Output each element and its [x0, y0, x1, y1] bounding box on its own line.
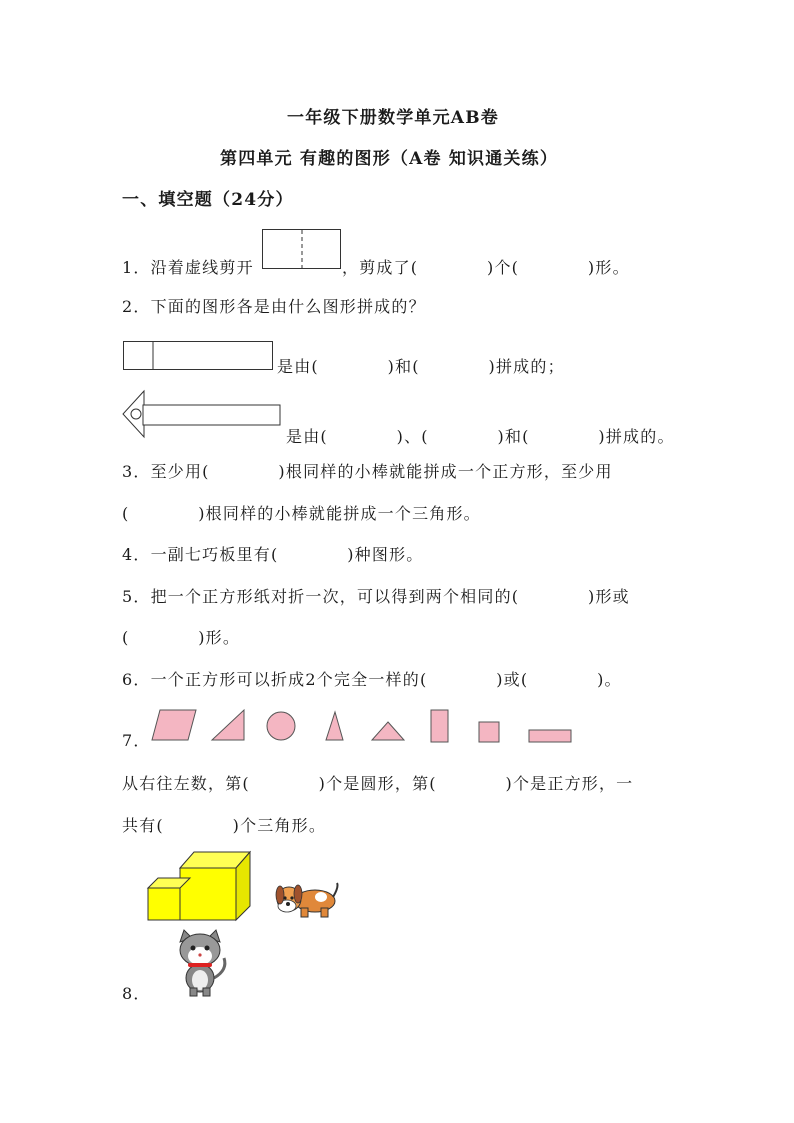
q7-number: 7．	[122, 731, 151, 750]
right-triangle-shape	[212, 710, 244, 740]
q1-prefix: 1．沿着虚线剪开	[122, 258, 254, 277]
q1-suffix: ，剪成了( )个( )形。	[342, 258, 630, 277]
q3-line1: 3．至少用( )根同样的小棒就能拼成一个正方形，至少用	[122, 462, 613, 481]
q8-yellow-cubes-figure	[146, 850, 254, 922]
q5-line2: ( )形。	[122, 628, 241, 647]
doc-subtitle: 第四单元 有趣的图形（A卷 知识通关练）	[220, 149, 559, 169]
q2-rectangles-figure	[123, 341, 275, 372]
puppy-image	[271, 875, 341, 921]
q3-line2: ( )根同样的小棒就能拼成一个三角形。	[122, 504, 481, 523]
long-rectangle-shape	[529, 730, 571, 742]
q8-number: 8．	[122, 984, 151, 1003]
q2-arrow-figure	[122, 390, 282, 440]
q2-prompt: 2．下面的图形各是由什么图形拼成的？	[122, 297, 426, 316]
doc-title: 一年级下册数学单元AB卷	[287, 108, 499, 128]
isosceles-triangle-shape	[326, 712, 343, 740]
q7-shapes-row	[150, 706, 575, 746]
section-title-fill-blank: 一、填空题（24分）	[122, 190, 294, 210]
q1-dashed-rectangle-figure	[262, 229, 342, 270]
q6-text: 6．一个正方形可以折成2个完全一样的( )或( )。	[122, 670, 622, 689]
q5-line1: 5．把一个正方形纸对折一次，可以得到两个相同的( )形或	[122, 587, 630, 606]
parallelogram-shape	[152, 710, 196, 740]
q7-line2: 共有( )个三角形。	[122, 816, 327, 835]
tall-rectangle-shape	[431, 710, 448, 742]
q2-line1: 是由( )和( )拼成的；	[277, 357, 565, 376]
cat-image	[170, 928, 230, 998]
q4-text: 4．一副七巧板里有( )种图形。	[122, 545, 424, 564]
q2-line2: 是由( )、( )和( )拼成的。	[286, 427, 675, 446]
q7-line1: 从右往左数，第( )个是圆形，第( )个是正方形，一	[122, 774, 634, 793]
wide-triangle-shape	[372, 722, 404, 740]
circle-shape	[267, 712, 295, 740]
square-shape	[479, 722, 499, 742]
